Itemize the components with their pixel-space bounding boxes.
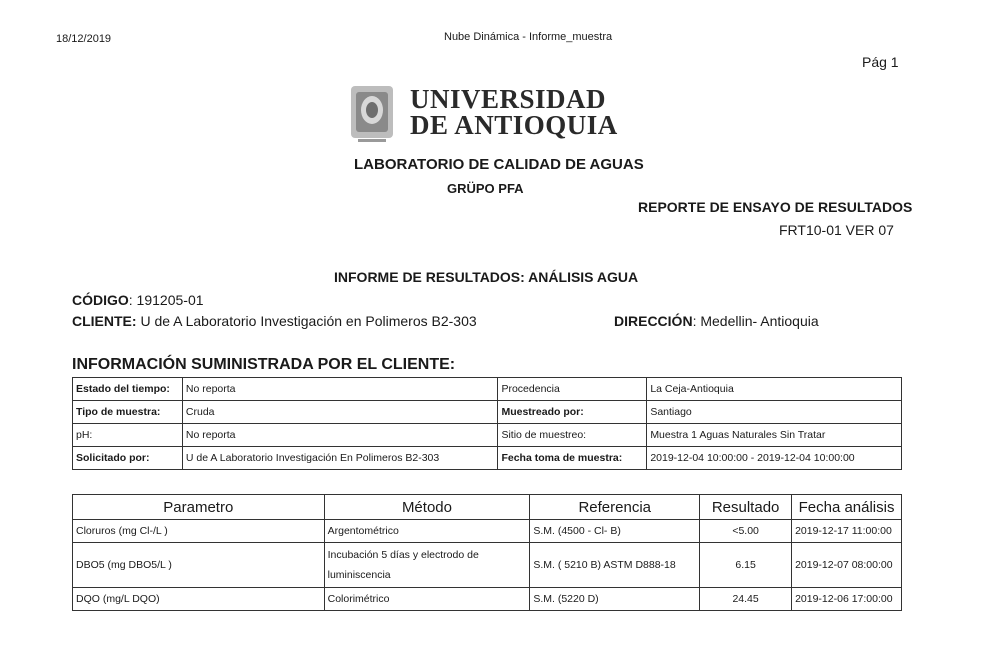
form-code: FRT10-01 VER 07 — [779, 222, 894, 238]
parameter-cell: DBO5 (mg DBO5/L ) — [73, 543, 325, 588]
reference-cell: S.M. (5220 D) — [530, 588, 700, 611]
address-label: DIRECCIÓN — [614, 313, 693, 329]
print-date: 18/12/2019 — [56, 33, 112, 45]
info-value: No reporta — [182, 424, 498, 447]
code-value: : 191205-01 — [128, 292, 204, 308]
table-row — [73, 447, 902, 470]
info-value: No reporta — [182, 378, 498, 401]
print-page-title: Nube Dinámica - Informe_muestra — [444, 31, 613, 43]
analysis-date-cell: 2019-12-06 17:00:00 — [792, 588, 902, 611]
client-info-table — [72, 377, 902, 470]
analysis-date-cell: 2019-12-17 11:00:00 — [792, 520, 902, 543]
info-label: pH: — [73, 424, 183, 447]
address-line — [614, 313, 819, 329]
table-row — [73, 401, 902, 424]
reference-cell: S.M. (4500 - Cl- B) — [530, 520, 700, 543]
client-value: U de A Laboratorio Investigación en Polimeros B2-303 — [136, 313, 477, 329]
method-cell: Argentométrico — [324, 520, 530, 543]
university-name-line1: UNIVERSIDAD — [410, 84, 607, 114]
info-label: Fecha toma de muestra: — [498, 447, 647, 470]
university-name — [410, 86, 618, 138]
analysis-date-cell: 2019-12-07 08:00:00 — [792, 543, 902, 588]
column-header: Resultado — [700, 495, 792, 520]
university-name-line2: DE ANTIOQUIA — [410, 110, 618, 140]
results-table — [72, 494, 902, 611]
info-label: Procedencia — [498, 378, 647, 401]
info-value: 2019-12-04 10:00:00 - 2019-12-04 10:00:00 — [647, 447, 902, 470]
lab-name: LABORATORIO DE CALIDAD DE AGUAS — [354, 156, 644, 173]
group-name: GRÜPO PFA — [447, 181, 524, 196]
result-cell: 24.45 — [700, 588, 792, 611]
info-value: Cruda — [182, 401, 498, 424]
result-cell: <5.00 — [700, 520, 792, 543]
address-value: : Medellin- Antioquia — [692, 313, 819, 329]
method-cell: Colorimétrico — [324, 588, 530, 611]
column-header: Parametro — [73, 495, 325, 520]
table-row — [73, 520, 902, 543]
column-header: Referencia — [530, 495, 700, 520]
reference-cell: S.M. ( 5210 B) ASTM D888-18 — [530, 543, 700, 588]
table-header-row — [73, 495, 902, 520]
result-cell: 6.15 — [700, 543, 792, 588]
university-seal-icon — [348, 84, 396, 144]
report-type: REPORTE DE ENSAYO DE RESULTADOS — [638, 199, 913, 215]
table-row — [73, 424, 902, 447]
info-value: U de A Laboratorio Investigación En Polimeros B2-303 — [182, 447, 498, 470]
info-label: Estado del tiempo: — [73, 378, 183, 401]
client-label: CLIENTE: — [72, 313, 137, 329]
info-label: Sitio de muestreo: — [498, 424, 647, 447]
code-label: CÓDIGO — [72, 292, 129, 308]
table-row — [73, 543, 902, 588]
column-header: Fecha análisis — [792, 495, 902, 520]
parameter-cell: DQO (mg/L DQO) — [73, 588, 325, 611]
method-cell: Incubación 5 días y electrodo de luminiscencia — [324, 543, 530, 588]
info-label: Tipo de muestra: — [73, 401, 183, 424]
report-title: INFORME DE RESULTADOS: ANÁLISIS AGUA — [334, 269, 639, 285]
info-value: Santiago — [647, 401, 902, 424]
info-label: Solicitado por: — [73, 447, 183, 470]
parameter-cell: Cloruros (mg Cl-/L ) — [73, 520, 325, 543]
table-row — [73, 378, 902, 401]
client-line — [72, 313, 477, 329]
code-line — [72, 292, 204, 308]
column-header: Método — [324, 495, 530, 520]
table-row — [73, 588, 902, 611]
info-value: Muestra 1 Aguas Naturales Sin Tratar — [647, 424, 902, 447]
page-number: Pág 1 — [862, 54, 899, 70]
info-value: La Ceja-Antioquia — [647, 378, 902, 401]
info-label: Muestreado por: — [498, 401, 647, 424]
client-info-heading: INFORMACIÓN SUMINISTRADA POR EL CLIENTE: — [72, 356, 456, 373]
